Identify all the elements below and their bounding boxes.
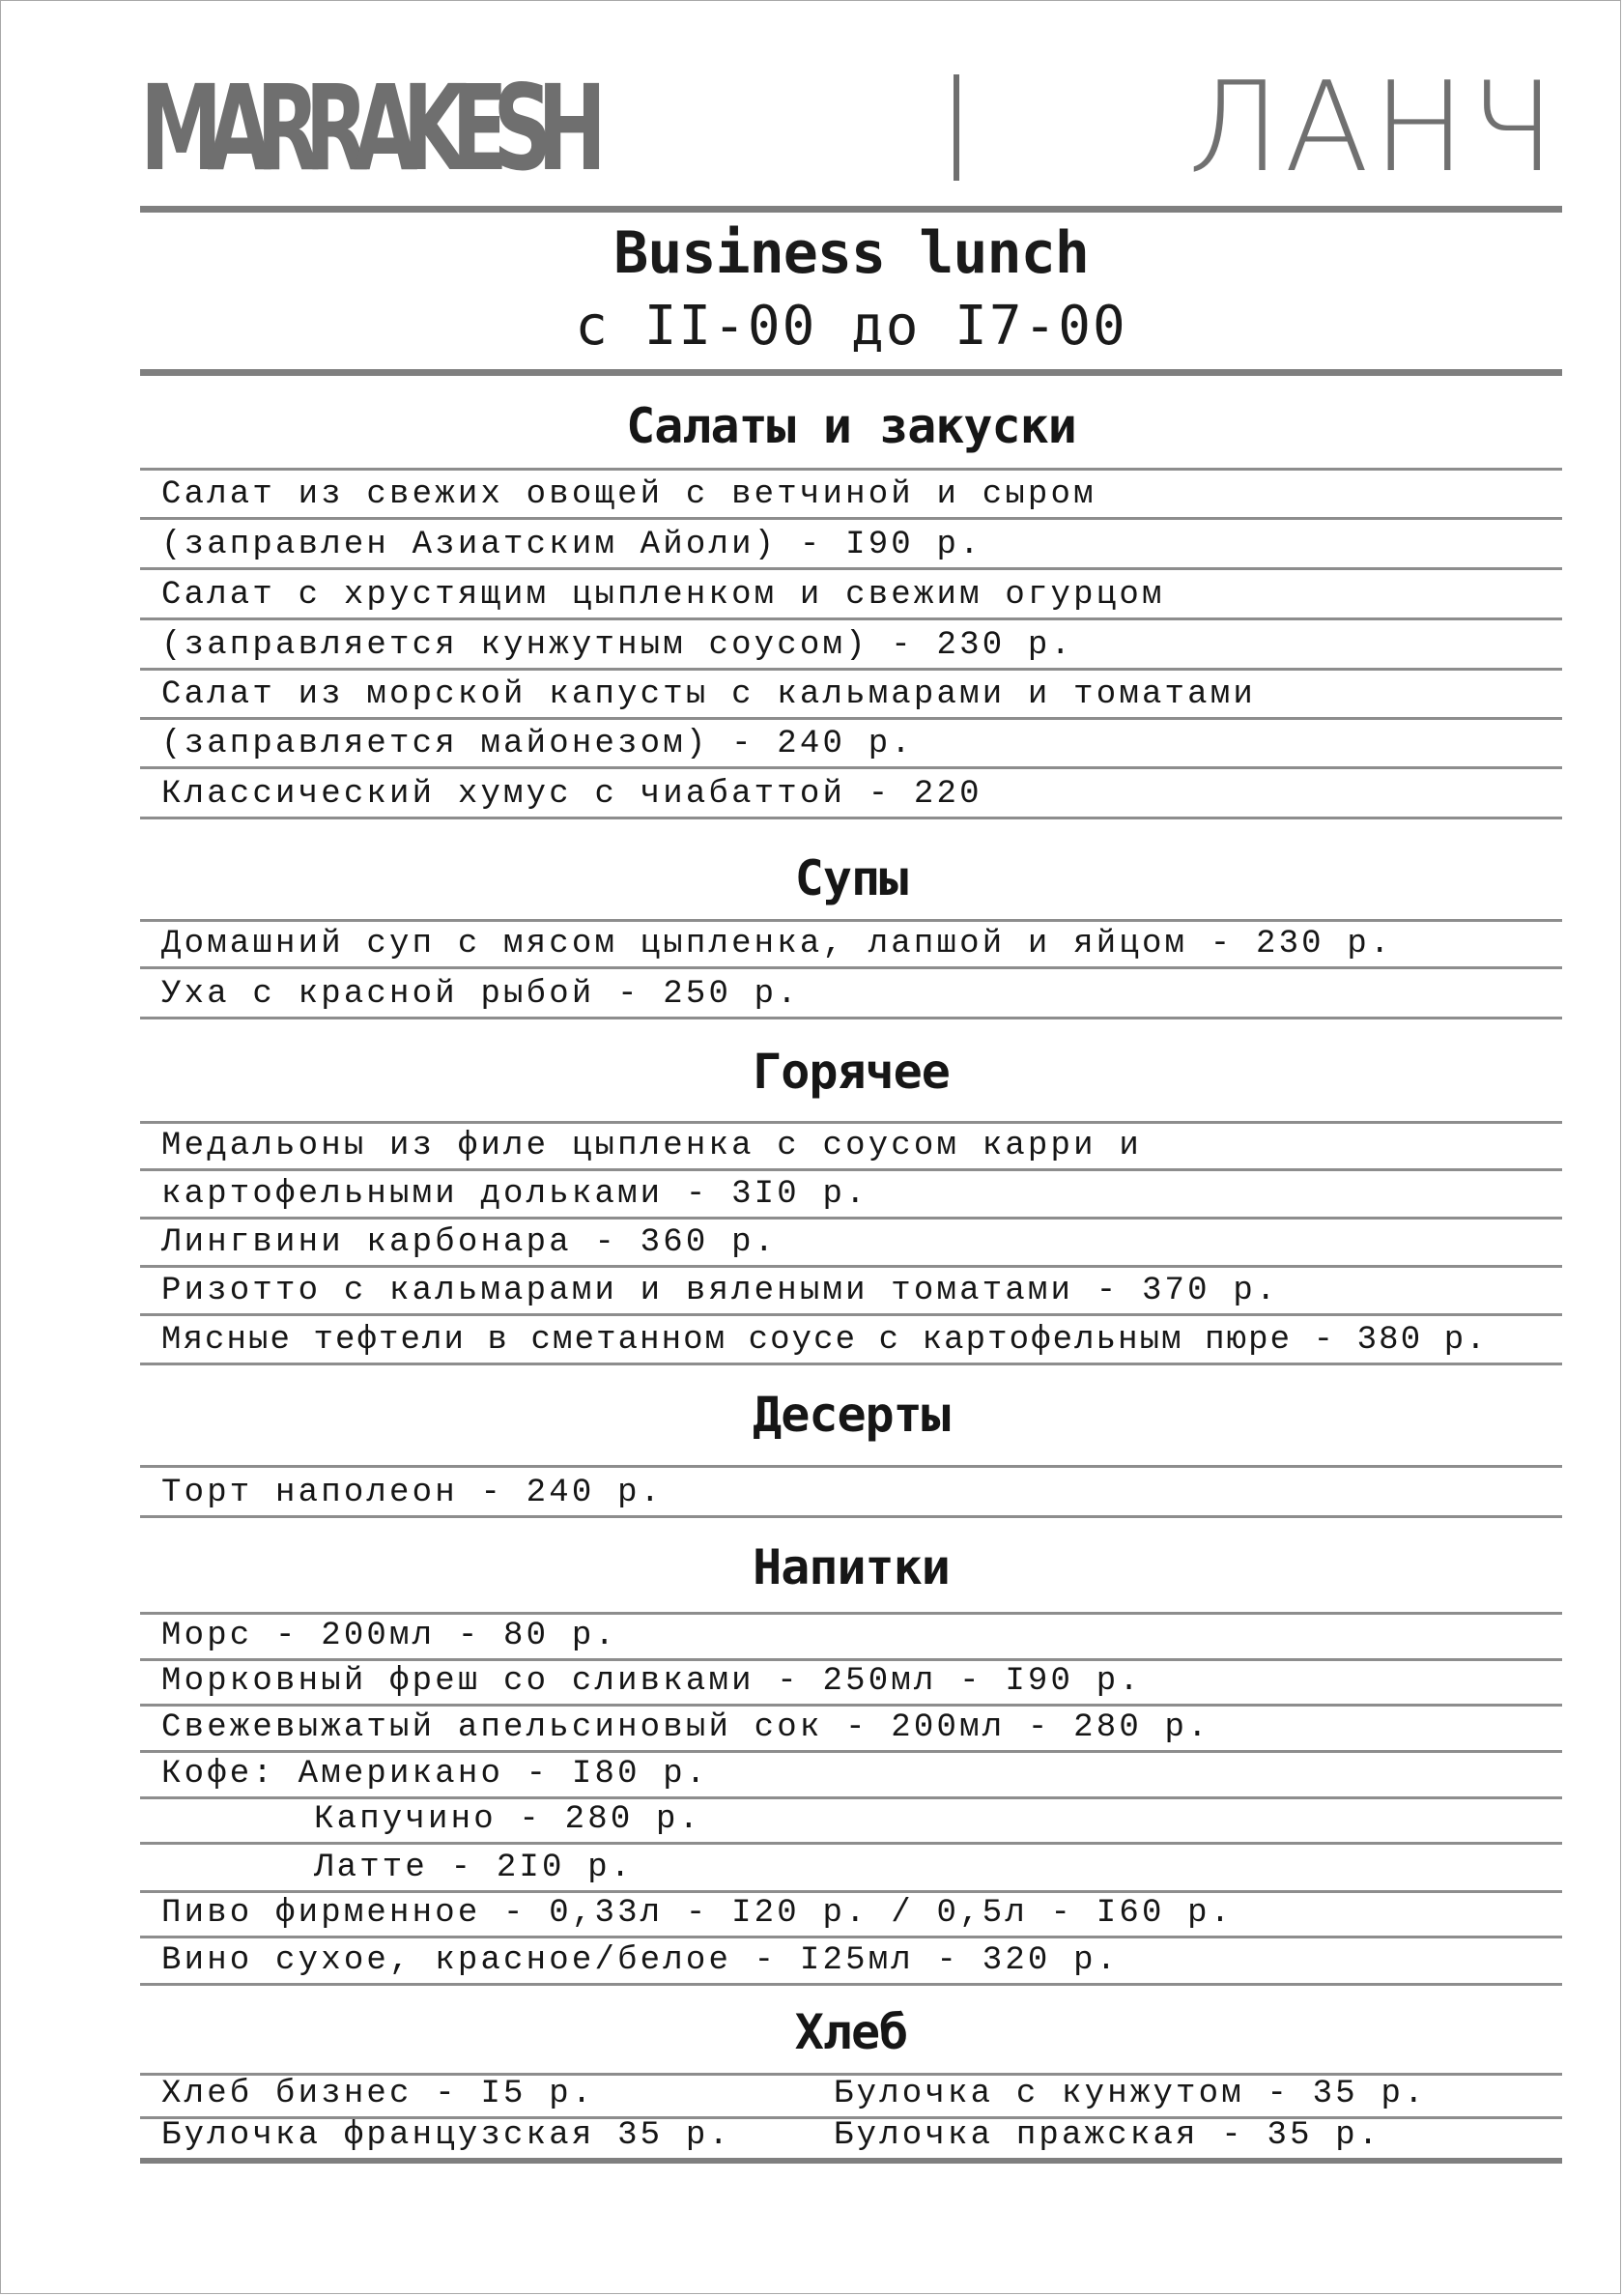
menu-item-text: Ризотто с кальмарами и вялеными томатами - 370 р. bbox=[161, 1273, 1279, 1309]
menu-item bbox=[140, 1938, 1562, 1986]
menu-item bbox=[140, 620, 1562, 671]
menu-item-text: Булочка пражская - 35 р. bbox=[834, 2119, 1381, 2154]
menu-item-text: Капучино - 280 р. bbox=[314, 1801, 702, 1838]
menu-item-text: Мясные тефтели в сметанном соусе с картофельным пюре - 380 р. bbox=[161, 1322, 1488, 1359]
menu-item bbox=[140, 1220, 1562, 1268]
menu-item bbox=[140, 1465, 1562, 1518]
section-title-bread: Хлеб bbox=[794, 2004, 908, 2060]
business-lunch-hours: с II-00 до I7-00 bbox=[575, 295, 1127, 358]
menu-item bbox=[140, 1799, 1562, 1845]
menu-item-text: Домашний суп с мясом цыпленка, лапшой и яйцом - 230 р. bbox=[161, 926, 1393, 962]
section-title-hot: Горячее bbox=[753, 1044, 950, 1100]
menu-item-text: Салат с хрустящим цыпленком и свежим огурцом bbox=[161, 577, 1165, 614]
menu-item bbox=[140, 1171, 1562, 1220]
menu-item bbox=[140, 1316, 1562, 1365]
menu-item bbox=[140, 1121, 1562, 1171]
logo-text: MARRAKESH bbox=[140, 60, 592, 197]
menu-item bbox=[140, 1845, 1562, 1893]
menu-item bbox=[140, 468, 1562, 520]
menu-item bbox=[140, 570, 1562, 620]
menu-item-text: Лингвини карбонара - 360 р. bbox=[161, 1224, 778, 1261]
header-rule bbox=[140, 206, 1562, 213]
menu-item bbox=[140, 1268, 1562, 1316]
menu-item bbox=[140, 1753, 1562, 1799]
menu-item-text: картофельными дольками - 3I0 р. bbox=[161, 1176, 868, 1213]
menu-item-text: Булочка с кунжутом - 35 р. bbox=[834, 2076, 1427, 2112]
menu-item-text: Пиво фирменное - 0,33л - I20 р. / 0,5л - I60 р. bbox=[161, 1895, 1234, 1932]
section-title-salads: Салаты и закуски bbox=[626, 398, 1076, 454]
menu-item bbox=[140, 969, 1562, 1019]
menu-item-text: Торт наполеон - 240 р. bbox=[161, 1475, 664, 1511]
menu-item-text: (заправляется кунжутным соусом) - 230 р. bbox=[161, 627, 1074, 664]
menu-item-text: Салат из морской капусты с кальмарами и томатами bbox=[161, 676, 1256, 713]
menu-item bbox=[140, 520, 1562, 570]
menu-item-text: Морковный фреш со сливками - 250мл - I90 р. bbox=[161, 1663, 1142, 1700]
menu-item-text: Вино сухое, красное/белое - I25мл - 320 р. bbox=[161, 1942, 1120, 1979]
lunch-heading: ЛАНЧ bbox=[1187, 56, 1558, 200]
header-divider bbox=[954, 74, 959, 181]
menu-item-text: Булочка французская 35 р. bbox=[161, 2119, 732, 2154]
menu-item-text: Уха с красной рыбой - 250 р. bbox=[161, 976, 800, 1013]
menu-header bbox=[140, 56, 1562, 200]
menu-item-text: Морс - 200мл - 80 р. bbox=[161, 1618, 618, 1654]
menu-item-text: (заправлен Азиатским Айоли) - I90 р. bbox=[161, 527, 982, 563]
menu-item-text: Кофе: Американо - I80 р. bbox=[161, 1756, 709, 1793]
menu-item-text: Хлеб бизнес - I5 р. bbox=[161, 2076, 595, 2112]
menu-item-text: Салат из свежих овощей с ветчиной и сыром bbox=[161, 476, 1096, 513]
menu-item-text: Медальоны из филе цыпленка с соусом карри и bbox=[161, 1128, 1142, 1164]
menu-item bbox=[140, 1612, 1562, 1661]
menu-item bbox=[140, 1661, 1562, 1707]
menu-item-text: Классический хумус с чиабаттой - 220 bbox=[161, 776, 982, 813]
business-lunch-title: Business lunch bbox=[613, 219, 1089, 287]
menu-item-text: Латте - 2I0 р. bbox=[314, 1850, 634, 1886]
menu-item bbox=[140, 1893, 1562, 1938]
menu-item bbox=[140, 769, 1562, 819]
restaurant-logo bbox=[140, 61, 797, 196]
section-title-drinks: Напитки bbox=[753, 1539, 950, 1595]
section-title-soups: Супы bbox=[794, 850, 908, 906]
menu-item-text: (заправляется майонезом) - 240 р. bbox=[161, 726, 914, 762]
menu-item bbox=[140, 1707, 1562, 1753]
menu-item bbox=[140, 720, 1562, 769]
menu-item bbox=[140, 2073, 1562, 2119]
menu-item bbox=[140, 671, 1562, 720]
title-rule bbox=[140, 369, 1562, 376]
section-title-desserts: Десерты bbox=[753, 1387, 950, 1443]
menu-item bbox=[140, 919, 1562, 969]
menu-item-text: Свежевыжатый апельсиновый сок - 200мл - 280 р. bbox=[161, 1709, 1210, 1746]
menu-item bbox=[140, 2119, 1562, 2164]
